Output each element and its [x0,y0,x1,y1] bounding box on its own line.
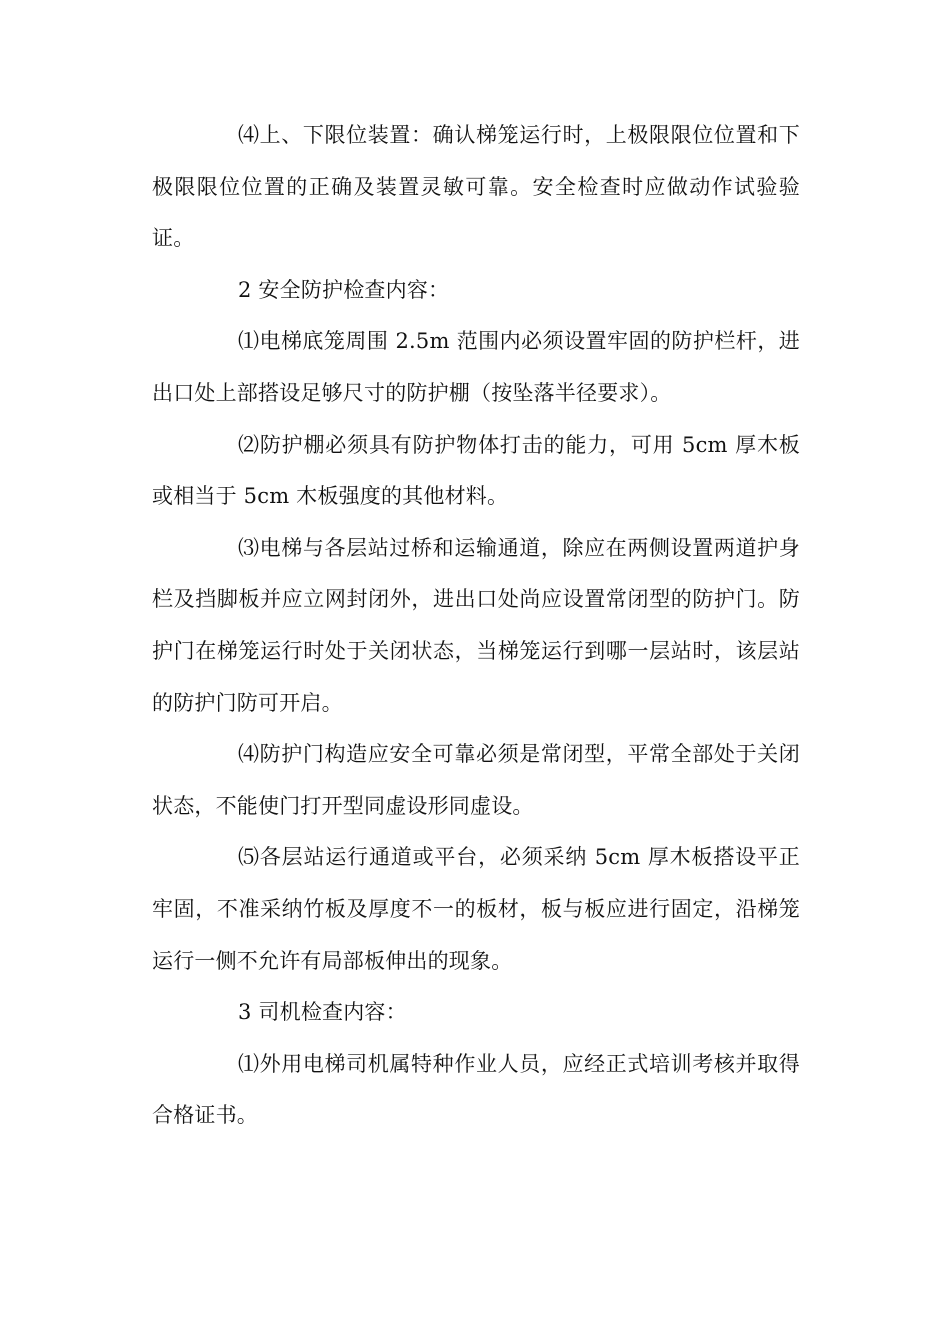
section-heading-safety-protection: 2 安全防护检查内容： [238,277,450,302]
paragraph-driver-certificate: ⑴外用电梯司机属特种作业人员，应经正式培训考核并取得合格证书。 [152,1051,800,1128]
paragraph-limit-device: ⑷上、下限位装置：确认梯笼运行时，上极限限位位置和下极限限位位置的正确及装置灵敏可靠。安全检查时应做动作试验验证。 [152,123,800,251]
paragraph-guardrail: ⑴电梯底笼周围 2.5m 范围内必须设置牢固的防护栏杆，进出口处上部搭设足够尺寸的防护棚（按坠落半径要求）。 [152,329,800,405]
document-body [152,110,800,1142]
paragraph-protective-door: ⑷防护门构造应安全可靠必须是常闭型，平常全部处于关闭状态，不能使门打开型同虚设形同虚设。 [152,742,800,818]
paragraph-protective-shed: ⑵防护棚必须具有防护物体打击的能力，可用 5cm 厚木板或相当于 5cm 木板强度的其他材料。 [152,432,800,509]
paragraph-floor-passage: ⑶电梯与各层站过桥和运输通道，除应在两侧设置两道护身栏及挡脚板并应立网封闭外，进出口处尚应设置常闭型的防护门。防护门在梯笼运行时处于关闭状态，当梯笼运行到哪一层站时，该层站的防护门防可开启。 [152,535,800,715]
paragraph-platform-boards: ⑸各层站运行通道或平台，必须采纳 5cm 厚木板搭设平正牢固，不准采纳竹板及厚度不一的板材，板与板应进行固定，沿梯笼运行一侧不允许有局部板伸出的现象。 [152,845,800,973]
section-heading-driver-check: 3 司机检查内容： [238,1000,407,1025]
